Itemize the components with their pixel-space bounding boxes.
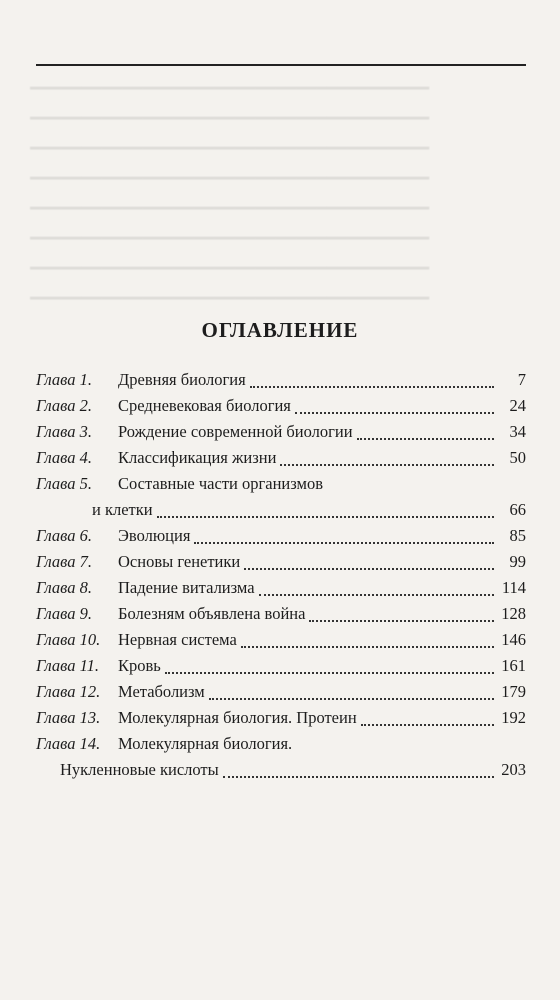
- toc-entry-page: 99: [509, 552, 526, 571]
- toc-entry-title: и клетки: [92, 500, 153, 519]
- toc-entry-label: Глава 11.: [36, 656, 99, 675]
- toc-entry-10[interactable]: [36, 630, 526, 656]
- dot-leader: [309, 620, 494, 622]
- toc-entry-12[interactable]: [36, 682, 526, 708]
- toc-entry-6[interactable]: [36, 526, 526, 552]
- toc-entry-label: Глава 7.: [36, 552, 92, 571]
- toc-entry-label: Глава 9.: [36, 604, 92, 623]
- toc-entry-title: Средневековая биология: [118, 396, 291, 415]
- dot-leader: [223, 776, 494, 778]
- toc-entry-page: 7: [517, 370, 526, 389]
- toc-entry-title: Метаболизм: [118, 682, 205, 701]
- dot-leader: [165, 672, 494, 674]
- toc-entry-14[interactable]: [36, 734, 526, 760]
- toc-entry-label: Глава 13.: [36, 708, 101, 727]
- toc-entry-page: 161: [501, 656, 526, 675]
- toc-entry-title: Классификация жизни: [118, 448, 277, 467]
- dot-leader: [361, 724, 494, 726]
- toc-entry-title: Кровь: [118, 656, 161, 675]
- toc-entry-7[interactable]: [36, 552, 526, 578]
- toc-entry-page: 146: [501, 630, 526, 649]
- dot-leader: [194, 542, 494, 544]
- dot-leader: [241, 646, 494, 648]
- toc-entry-8[interactable]: [36, 578, 526, 604]
- toc-entry-label: Глава 6.: [36, 526, 92, 545]
- toc-entry-title: Нукленновые кислоты: [60, 760, 219, 779]
- toc-entry-1[interactable]: [36, 370, 526, 396]
- toc-entry-label: Глава 1.: [36, 370, 92, 389]
- toc-entry-page: 85: [509, 526, 526, 545]
- toc-entry-13[interactable]: [36, 708, 526, 734]
- toc-entry-11[interactable]: [36, 656, 526, 682]
- toc-entry-page: 24: [509, 396, 526, 415]
- toc-entry-page: 179: [501, 682, 526, 701]
- toc-title: ОГЛАВЛЕНИЕ: [201, 318, 359, 342]
- toc-entry-label: Глава 5.: [36, 474, 92, 493]
- toc-entry-4[interactable]: [36, 448, 526, 474]
- dot-leader: [250, 386, 494, 388]
- toc-entry-title: Падение витализма: [118, 578, 255, 597]
- table-of-contents: [36, 370, 526, 786]
- top-rule: [36, 64, 526, 66]
- toc-entry-title: Молекулярная биология.: [118, 734, 293, 753]
- toc-entry-label: Глава 8.: [36, 578, 92, 597]
- toc-entry-label: Глава 14.: [36, 734, 101, 753]
- toc-entry-label: Глава 12.: [36, 682, 101, 701]
- toc-entry-page: 50: [509, 448, 526, 467]
- toc-entry-page: 192: [501, 708, 526, 727]
- dot-leader: [209, 698, 494, 700]
- toc-entry-3[interactable]: [36, 422, 526, 448]
- dot-leader: [295, 412, 494, 414]
- toc-entry-label: Глава 10.: [36, 630, 101, 649]
- toc-entry-page: 66: [509, 500, 526, 519]
- toc-entry-title: Молекулярная биология. Протеин: [118, 708, 357, 727]
- dot-leader: [280, 464, 494, 466]
- toc-entry-9[interactable]: [36, 604, 526, 630]
- bleed-through-text: ━━━━━━━━━━━━━━━━━━━━━━━━━━━━━━━━━━━━━━━ ━━━━━━━━━━━━━━━━━━━━━━━━━━━━━━━━━━━━━━━ ━━━━━━━━━━━━━━━━━━━━━━━━━━━━━━━━━━━━━━━ ━━━━━━━━━━━━━━━━━━━━━━━━━━━━━━━━━━━━━━━ ━━━━━━━━━━━━━━━━━━━━━━━━━━━━━━━━━━━━━━━ ━━━━━━━━━━━━━━━━━━━━━━━━━━━━━━━━━━━━━━━ ━━━━━━━━━━━━━━━━━━━━━━━━━━━━━━━━━━━━━━━ ━━━━━━━━━━━━━━━━━━━━━━━━━━━━━━━━━━━━━━━: [30, 79, 430, 308]
- toc-entry-label: Глава 3.: [36, 422, 92, 441]
- toc-entry-2[interactable]: [36, 396, 526, 422]
- dot-leader: [259, 594, 494, 596]
- toc-entry-label: Глава 4.: [36, 448, 92, 467]
- toc-entry-page: 34: [509, 422, 526, 441]
- toc-entry-title: Эволюция: [118, 526, 191, 545]
- toc-entry-page: 114: [501, 578, 526, 597]
- toc-entry-title: Древняя биология: [118, 370, 246, 389]
- toc-entry-14-continued[interactable]: [36, 760, 526, 786]
- dot-leader: [157, 516, 494, 518]
- dot-leader: [244, 568, 494, 570]
- toc-entry-5[interactable]: [36, 474, 526, 500]
- toc-entry-label: Глава 2.: [36, 396, 92, 415]
- toc-entry-page: 203: [501, 760, 526, 779]
- toc-entry-title: Основы генетики: [118, 552, 241, 571]
- toc-entry-title: Нервная система: [118, 630, 237, 649]
- toc-entry-page: 128: [501, 604, 526, 623]
- toc-entry-title: Болезням объявлена война: [118, 604, 306, 623]
- toc-entry-title: Рождение современной биологии: [118, 422, 353, 441]
- dot-leader: [357, 438, 494, 440]
- toc-entry-title: Составные части организмов: [118, 474, 324, 493]
- toc-entry-5-continued[interactable]: [36, 500, 526, 526]
